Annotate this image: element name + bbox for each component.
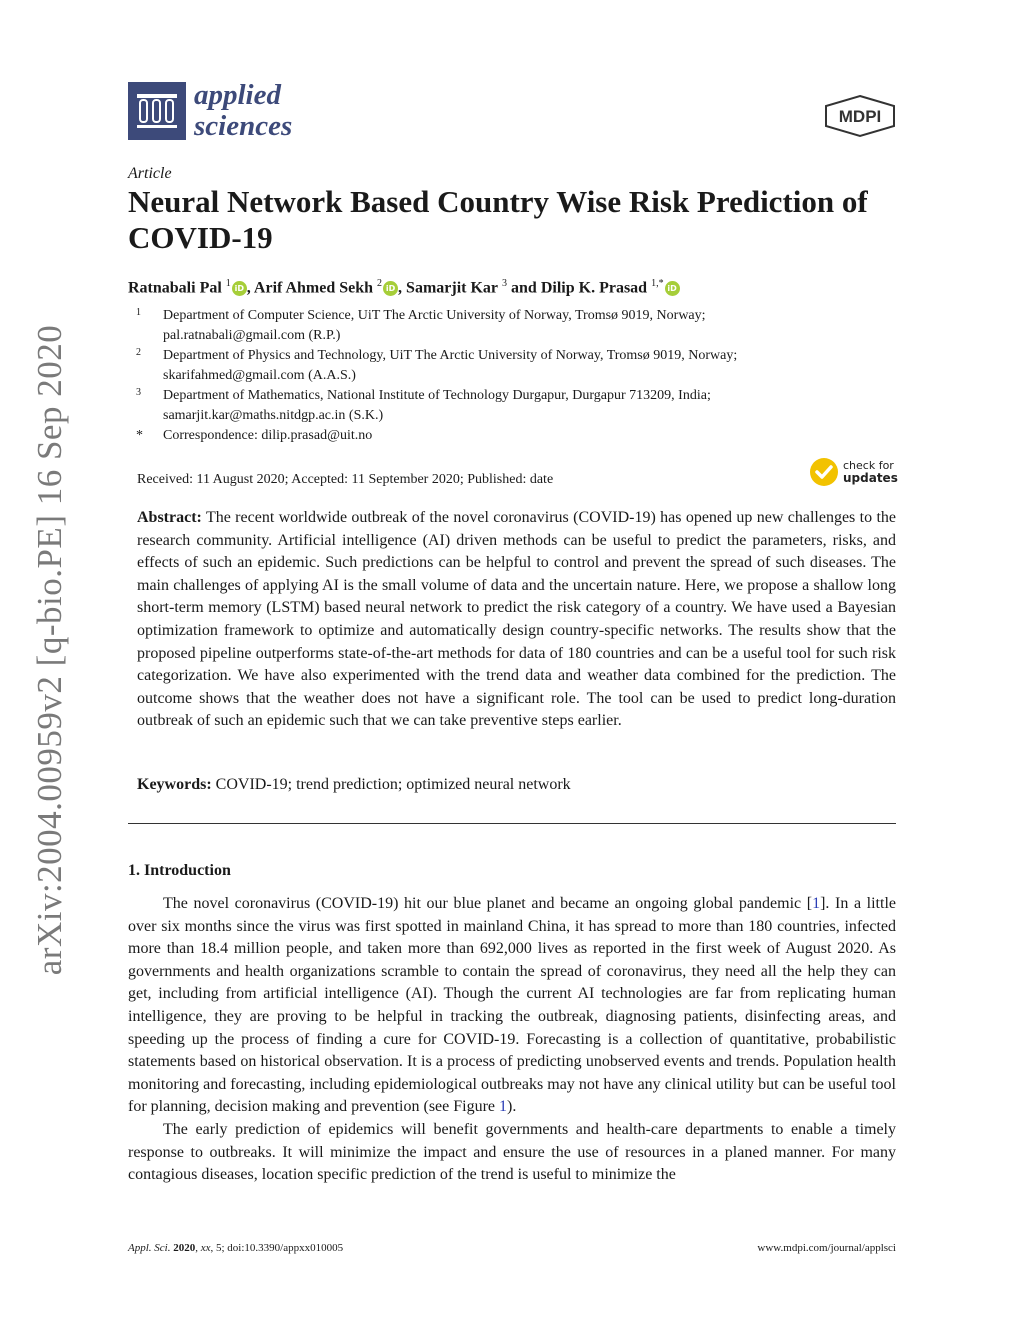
footer-volume: xx (200, 1242, 211, 1254)
paragraph: The early prediction of epidemics will benefit governments and health-care departments to enable a timely response to outbreaks. It will minimize the impact and ensure the use of resources in a planed manner. For many contagious diseases, location specific prediction of the trend is useful to minimize the (128, 1120, 896, 1184)
section-divider (128, 823, 896, 824)
author-name: Ratnabali Pal (128, 279, 222, 297)
paragraph-text: ). (507, 1098, 517, 1116)
journal-emblem-icon (128, 82, 186, 140)
keywords (137, 776, 571, 794)
section-heading: 1. Introduction (128, 862, 231, 879)
citation-link[interactable]: 1 (812, 895, 821, 912)
abstract-text: The recent worldwide outbreak of the novel coronavirus (COVID-19) has opened up new challenges to the research community. Artificial intelligence (AI) driven methods can be useful to predict the parameters, risks, and effects of such an epidemic. Such predictions can be helpful to control and prevent the spread of such diseases. The main challenges of applying AI is the small volume of data and the uncertain nature. Here, we propose a shallow long short-term memory (LSTM) based neural network to predict the risk category of a country. We have used a Bayesian optimization framework to optimize and automatically design country-specific networks. The results show that the proposed pipeline outperforms state-of-the-art methods for data of 180 countries and can be a useful tool for such risk categorization. We have also experimented with the trend data and weather data combined for the prediction. The outcome shows that the weather does not have a significant role. The tool can be used to predict long-duration outbreak of such an epidemic such that we can take preventive steps earlier. (137, 509, 896, 730)
affiliation-email[interactable]: skarifahmed@gmail.com (A.A.S.) (163, 368, 356, 383)
check-for-updates-badge[interactable] (809, 457, 898, 487)
author-affil-sup: 2 (377, 278, 383, 289)
check-updates-text (843, 460, 898, 484)
footer-journal: Appl. Sci. (128, 1242, 171, 1254)
affiliation-email[interactable]: samarjit.kar@maths.nitdgp.ac.in (S.K.) (163, 408, 384, 423)
affiliation-text: Department of Computer Science, UiT The Arctic University of Norway, Tromsø 9019, Norway; (163, 308, 706, 323)
affiliation-mark: 1 (136, 307, 141, 318)
author-separator: and (507, 279, 541, 297)
correspondence-text[interactable]: Correspondence: dilip.prasad@uit.no (163, 428, 373, 443)
check-updates-icon (809, 457, 839, 487)
figure-link[interactable]: 1 (499, 1098, 508, 1116)
arxiv-stamp: arXiv:2004.00959v2 [q-bio.PE] 16 Sep 2020 (30, 324, 69, 976)
orcid-icon[interactable]: iD (665, 281, 680, 296)
author-name: Samarjit Kar (406, 279, 499, 297)
affiliation-mark: 2 (136, 347, 141, 358)
affiliation-text: Department of Physics and Technology, UiT The Arctic University of Norway, Tromsø 9019, Norway; (163, 348, 738, 363)
affiliation-email[interactable]: pal.ratnabali@gmail.com (R.P.) (163, 328, 341, 343)
footer-citation: Appl. Sci. 2020, xx, 5; doi:10.3390/appxx010005 (128, 1242, 344, 1254)
author-affil-sup: 1 (225, 278, 231, 289)
paragraph-text: The novel coronavirus (COVID-19) hit our blue planet and became an ongoing global pandemic [ (163, 895, 813, 912)
keywords-label: Keywords: (137, 776, 212, 793)
author-list (128, 278, 680, 297)
abstract-label: Abstract: (137, 509, 202, 526)
journal-name-line1: applied (194, 79, 281, 111)
received-dates: Received: 11 August 2020; Accepted: 11 September 2020; Published: date (137, 472, 554, 487)
author-affil-sup: 3 (502, 278, 508, 289)
mdpi-logo[interactable] (824, 94, 896, 143)
journal-name (194, 80, 292, 142)
affiliation-item (136, 386, 836, 426)
affiliation-item (136, 346, 836, 386)
author-separator: , (398, 279, 407, 297)
footer-year: 2020 (173, 1242, 196, 1254)
affiliation-text: Department of Mathematics, National Institute of Technology Durgapur, Durgapur 713209, India; (163, 388, 711, 403)
paragraph (128, 893, 896, 1119)
footer-journal-url[interactable]: www.mdpi.com/journal/applsci (757, 1242, 896, 1254)
author-affil-sup: 1,* (651, 278, 664, 289)
check-updates-line1: check for (843, 459, 894, 472)
mdpi-logo-text: MDPI (838, 107, 882, 126)
orcid-icon[interactable]: iD (232, 281, 247, 296)
affiliation-item (136, 306, 836, 346)
affiliation-list (136, 306, 836, 446)
journal-logo-block[interactable] (128, 80, 292, 142)
check-updates-line2: updates (843, 471, 898, 485)
orcid-icon[interactable]: iD (383, 281, 398, 296)
article-type: Article (128, 165, 172, 182)
author-name: Arif Ahmed Sekh (253, 279, 374, 297)
paragraph-text: ]. In a little over six months since the virus was first spotted in mainland China, it has spread to more than 180 countries, infected more than 18.4 million people, and taken more than 692,000 lives as reported in the first week of August 2020. As governments and health organizations scramble to contain the spread of coronavirus, they need all the help they can get, including from artificial intelligence (AI). Though the current AI technologies are far from replicating human intelligence, they are proving to be helpful in tracking the outbreak, diagnosing patients, disinfecting areas, and speeding up the process of finding a cure for COVID-19. Forecasting is a collection of quantitative, probabilistic statements based on historical observation. It is a process of predicting unobserved events and trends. Population health monitoring and forecasting, including epidemiological outbreaks may not have any clinical utility but can be useful tool for planning, decision making and prevention (see Figure (128, 895, 896, 1116)
author-name: Dilip K. Prasad (540, 279, 648, 297)
author-separator: , (246, 279, 254, 297)
paper-title: Neural Network Based Country Wise Risk Prediction of COVID-19 (128, 184, 868, 255)
abstract (137, 507, 896, 733)
journal-name-line2: sciences (194, 110, 293, 142)
keywords-text: COVID-19; trend prediction; optimized neural network (215, 776, 571, 793)
introduction-body (128, 893, 896, 1187)
correspondence (136, 426, 836, 446)
correspondence-mark: * (136, 428, 143, 443)
affiliation-mark: 3 (136, 387, 141, 398)
footer-doi: , 5; doi:10.3390/appxx010005 (210, 1242, 344, 1254)
